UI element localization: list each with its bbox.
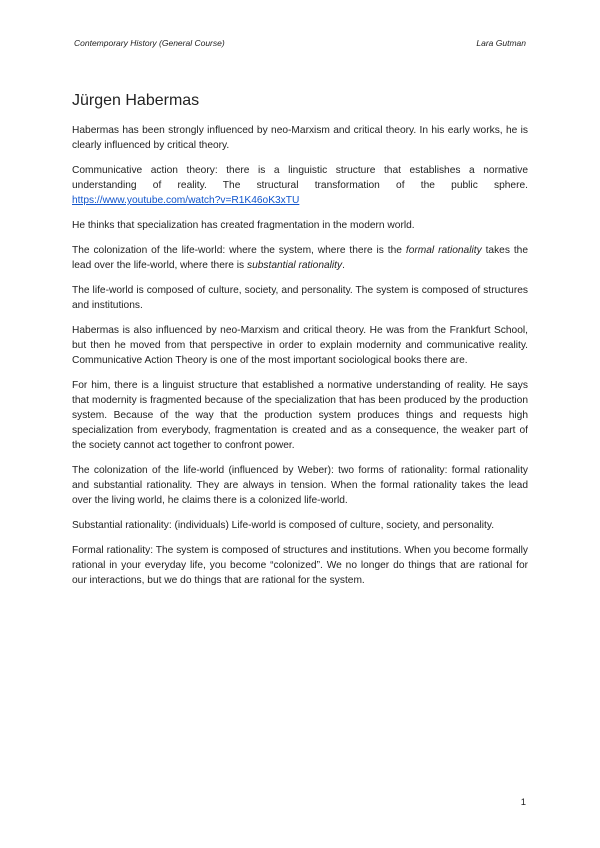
paragraph-7: For him, there is a linguist structure that established a normative understanding of reality. He says that modernity is fragmented because of the specialization that has been produced by the production system. Because of the way that the production system produces things and requests high specialization from everybody, fragmentation is created and as a consequence, the weaker part of the society cannot act together to confront power. xyxy=(72,380,528,451)
page-number: 1 xyxy=(520,797,526,808)
paragraph-4-part-c: . xyxy=(342,260,345,271)
paragraph-4-part-b: takes the lead over the life-world, where there is xyxy=(72,245,528,271)
formal-rationality-term: formal rationality xyxy=(405,245,482,256)
paragraph-1: Habermas has been strongly influenced by neo-Marxism and critical theory. In his early works, he is clearly influenced by critical theory. xyxy=(72,125,528,151)
paragraph-6: Habermas is also influenced by neo-Marxism and critical theory. He was from the Frankfurt School, but then he moved from that perspective in order to explain modernity and communicative reality. Communicative Action Theory is one of the most important sociological books there are. xyxy=(72,325,528,366)
substantial-rationality-term: substantial rationality xyxy=(246,260,343,271)
paragraph-2-text: Communicative action theory: there is a linguistic structure that establishes a normative understanding of reality. The structural transformation of the public sphere. xyxy=(72,165,528,191)
paragraph-10: Formal rationality: The system is composed of structures and institutions. When you become formally rational in your everyday life, you become “colonized”. We no longer do things that are rational for our interactions, but we do things that are rational for the system. xyxy=(72,545,528,586)
paragraph-9: Substantial rationality: (individuals) Life-world is composed of culture, society, and personality. xyxy=(72,520,495,531)
page-header xyxy=(74,38,526,48)
youtube-link[interactable]: https://www.youtube.com/watch?v=R1K46oK3xTU xyxy=(72,195,300,206)
paragraph-8: The colonization of the life-world (influenced by Weber): two forms of rationality: formal rationality and substantial rationality. They are always in tension. When the formal rationality takes the lead over the living world, he claims there is a colonized life-world. xyxy=(72,465,528,506)
paragraph-5: The life-world is composed of culture, society, and personality. The system is composed of structures and institutions. xyxy=(72,285,528,311)
paragraph-3: He thinks that specialization has created fragmentation in the modern world. xyxy=(72,220,415,231)
document-body xyxy=(72,123,528,598)
paragraph-4-part-a: The colonization of the life-world: where the system, where there is the xyxy=(72,245,406,256)
header-author: Lara Gutman xyxy=(476,38,526,48)
page-title: Jürgen Habermas xyxy=(72,92,200,109)
header-course: Contemporary History (General Course) xyxy=(74,38,225,48)
paragraph-2 xyxy=(72,163,528,208)
paragraph-4 xyxy=(72,243,528,273)
